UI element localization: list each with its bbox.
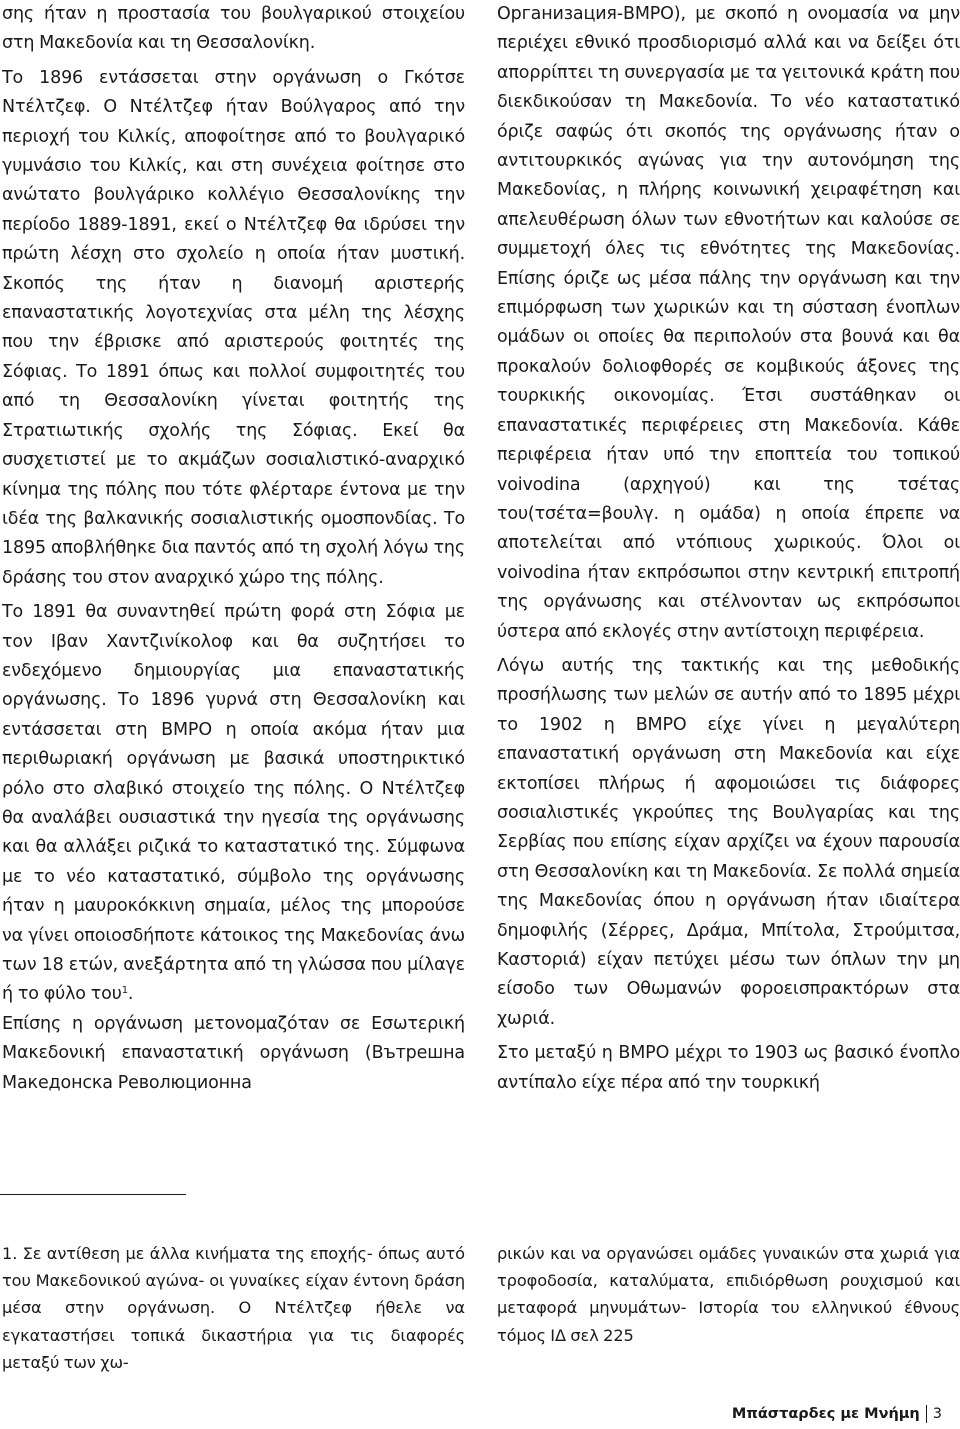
- paragraph-text: Επίσης η οργάνωση μετονομαζόταν σε Εσωτερική Μακεδονική επαναστατική οργάνωση (Вътрешна Македонска Революционна: [2, 1013, 465, 1093]
- publication-title: Μπάσταρδες με Μνήμη: [731, 1406, 920, 1422]
- sentence-end: .: [127, 984, 134, 1005]
- footnote-right-column: [497, 1240, 960, 1349]
- right-text-column: [497, 0, 960, 1103]
- footnote-divider: [0, 1194, 186, 1195]
- paragraph-text: Το 1891 θα συναντηθεί πρώτη φορά στη Σόφια με τον Ιβαν Χαντζινίκολοφ και θα συζητήσει το ενδεχόμενο δημιουργίας μια επαναστατικής οργάνωσης. Το 1896 γυρνά στη Θεσσαλονίκη και εντάσσεται στη ΒΜΡΟ η οποία ακόμα ήταν μια περιθωριακή οργάνωση με βασικά υποστηρικτικό ρόλο στο σλαβικό στοιχείο της πόλης. Ο Ντέλτζεφ θα αναλάβει ουσιαστικά την ηγεσία της οργάνωσης και θα αλλάξει ριζικά το καταστατικό της. Σύμφωνα με το νέο καταστατικό, σύμβολο της οργάνωσης ήταν η μαυροκόκκινη σημαία, μέλος της μπορούσε να γίνει οποιοσδήποτε κάτοικος της Μακεδονίας άνω των 18 ετών, ανεξάρτητα από τη γλώσσα που μίλαγε ή το φύλο του: [2, 602, 465, 1005]
- page-footer: [732, 1405, 942, 1423]
- page-number: 3: [932, 1406, 942, 1422]
- footnote-text: ρικών και να οργανώσει ομάδες γυναικών στα χωριά για τροφοδοσία, καταλύματα, επιδιόρθωση ρουχισμού και μεταφορά μηνυμάτων- Ιστορία του ελληνικού έθνους τόμος ΙΔ σελ 225: [497, 1244, 960, 1345]
- left-text-column: [2, 0, 465, 1103]
- paragraph: Организация-ΒΜΡΟ), με σκοπό η ονομασία να μην περιέχει εθνικό προσδιορισμό αλλά και να δείξει ότι απορρίπτει τη συνεργασία με τα γειτονικά κράτη που διεκδικούσαν τη Μακεδονία. Το νέο καταστατικό όριζε σαφώς ότι σκοπός της οργάνωσης ήταν ο αντιτουρκικός αγώνας για την αυτονόμηση της Μακεδονίας, η πλήρης κοινωνική χειραφέτηση και απελευθέρωση όλων των εθνοτήτων και καλούσε σε συμμετοχή όλες τις εθνότητες της Μακεδονίας. Επίσης όριζε ως μέσα πάλης την οργάνωση και την επιμόρφωση των χωρικών και τη σύσταση ένοπλων ομάδων οι οποίες θα περιπολούν στα βουνά και θα προκαλούν δολιοφθορές σε κομβικούς άξονες της τουρκικής οικονομίας. Έτσι συστάθηκαν οι επαναστατικές περιφέρειες στη Μακεδονία. Κάθε περιφέρεια ήταν υπό την εποπτεία του τοπικού voivodina (αρχηγού) και της τσέτας του(τσέτα=βουλγ. η ομάδα) η οποία έπρεπε να αποτελείται από ντόπιους χωρικούς. Όλοι οι voivodina ήταν εκπρόσωποι στην κεντρική επιτροπή της οργάνωσης και στέλνονταν ως εκπρόσωποι ύστερα από εκλογές στην αντίστοιχη περιφέρεια.: [497, 4, 960, 642]
- paragraph: Το 1896 εντάσσεται στην οργάνωση ο Γκότσε Ντέλτζεφ. Ο Ντέλτζεφ ήταν Βούλγαρος από την περιοχή του Κιλκίς, αποφοίτησε από το βουλγαρικό γυμνάσιο του Κιλκίς, και στη συνέχεια φοίτησε στο ανώτατο βουλγάρικο κολλέγιο Θεσσαλονίκης την περίοδο 1889-1891, εκεί ο Ντέλτζεφ θα ιδρύσει την πρώτη λέσχη στο σχολείο η οποία ήταν μυστική. Σκοπός της ήταν η διανομή αριστερής επαναστατικής λογοτεχνίας στα μέλη της λέσχης που την έβρισκε από αριστερούς φοιτητές της Σόφιας. Το 1891 όπως και πολλοί συμφοιτητές του από τη Θεσσαλονίκη γίνεται φοιτητής της Στρατιωτικής σχολής της Σόφιας. Εκεί θα συσχετιστεί με το ακμάζων σοσιαλιστικό-αναρχικό κίνημα της πόλης που τότε φλέρταρε έντονα με την ιδέα της βαλκανικής σοσιαλιστικής ομοσπονδίας. Το 1895 αποβλήθηκε δια παντός από τη σχολή λόγω της δράσης του στον αναρχικό χώρο της πόλης.: [2, 67, 465, 588]
- footnote-reference[interactable]: 1: [121, 985, 128, 997]
- paragraph-with-footnote: [2, 598, 465, 1098]
- footer-separator: [926, 1405, 927, 1423]
- footnote-left-column: [2, 1240, 465, 1376]
- paragraph: Λόγω αυτής της τακτικής και της μεθοδικής προσήλωσης των μελών σε αυτήν από το 1895 μέχρι το 1902 η ΒΜΡΟ είχε γίνει η μεγαλύτερη επαναστατική οργάνωση στη Μακεδονία και είχε εκτοπίσει πλήρως ή αφομοιώσει τις διάφορες σοσιαλιστικές γκρούπες της Βουλγαρίας και της Σερβίας που επίσης είχαν αρχίζει να έχουν παρουσία στη Θεσσαλονίκη και τη Μακεδονία. Σε πολλά σημεία της Μακεδονίας όπου η οργάνωση ήταν ιδιαίτερα δημοφιλής (Σέρρες, Δράμα, Μπίτολα, Στρούμιτσα, Καστοριά) είχαν πετύχει μέσω των όπλων την μη είσοδο των Οθωμανών φοροεισπρακτόρων στα χωριά.: [497, 655, 960, 1029]
- paragraph: σης ήταν η προστασία του βουλγαρικού στοιχείου στη Μακεδονία και τη Θεσσαλονίκη.: [2, 4, 465, 54]
- paragraph: Στο μεταξύ η ΒΜΡΟ μέχρι το 1903 ως βασικό ένοπλο αντίπαλο είχε πέρα από την τουρκική: [497, 1043, 960, 1093]
- footnote-text: 1. Σε αντίθεση με άλλα κινήματα της εποχής- όπως αυτό του Μακεδονικού αγώνα- οι γυναίκες είχαν έντονη δράση μέσα στην οργάνωση. Ο Ντέλτζεφ ήθελε να εγκαταστήσει τοπικά δικαστήρια για τις διαφορές μεταξύ των χω-: [2, 1244, 465, 1372]
